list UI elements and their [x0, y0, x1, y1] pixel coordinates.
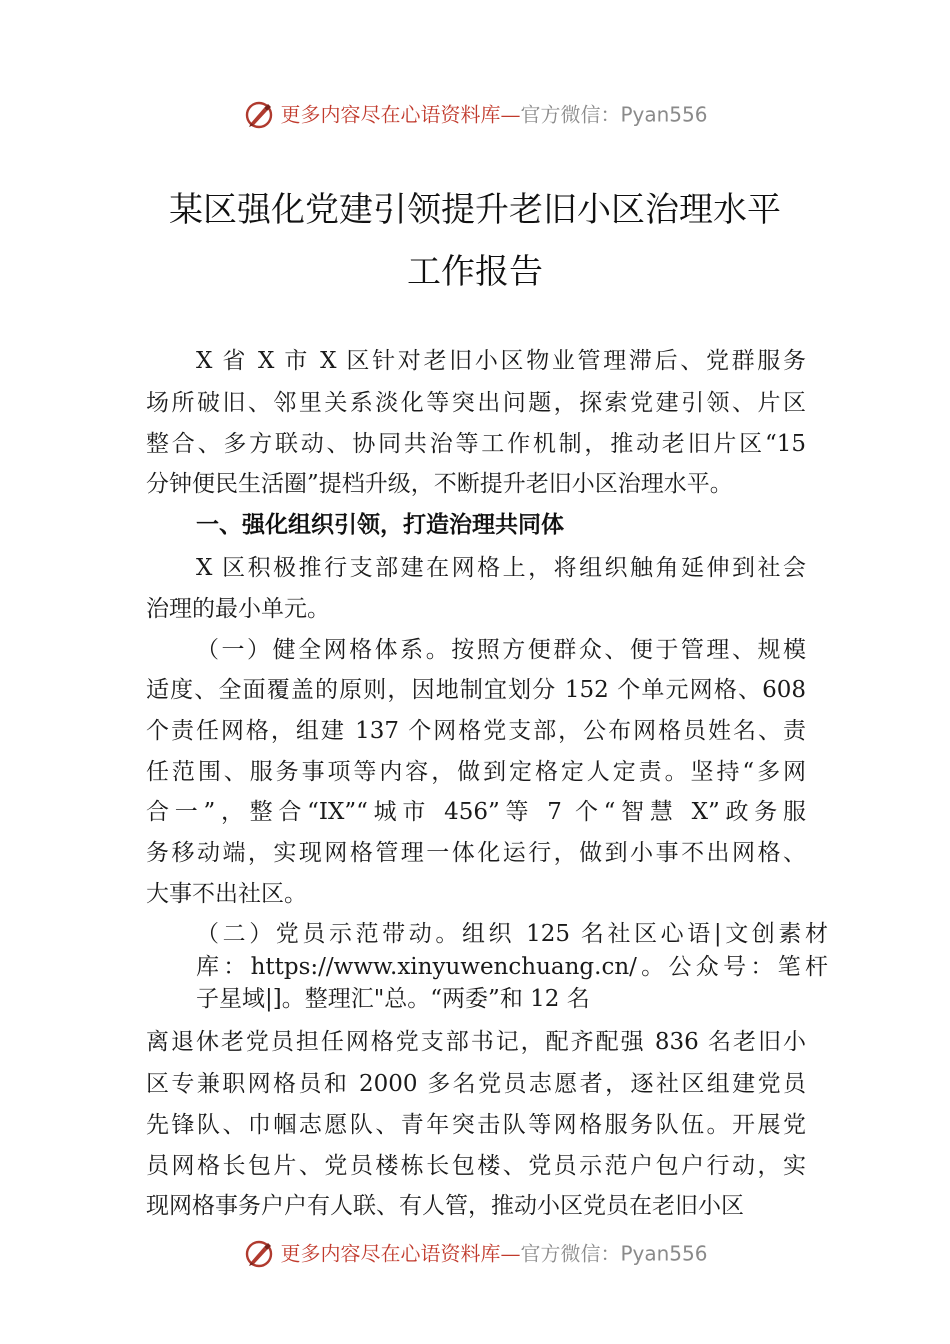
pen-logo-icon: [242, 100, 276, 130]
sub1-line: 合一”，整合“IX”“城市 456”等 7 个“智慧 X”政务服: [146, 799, 806, 825]
intro-line: 分钟便民生活圈”提档升级，不断提升老旧小区治理水平。: [146, 471, 733, 497]
banner-contact: 官方微信：Pyan556: [520, 102, 708, 127]
sub2-line: 员网格长包片、党员楼栋长包楼、党员示范户包户行动，实: [146, 1153, 806, 1179]
intro-line: X 省 X 市 X 区针对老旧小区物业管理滞后、党群服务: [196, 348, 806, 374]
sub2-head-line: 库：https://www.xinyuwenchuang.cn/。公众号：笔杆: [196, 954, 828, 980]
banner-text: 更多内容尽在心语资料库—: [280, 102, 521, 127]
banner-text: 更多内容尽在心语资料库—: [280, 1241, 521, 1266]
intro-line: 场所破旧、邻里关系淡化等突出问题，探索党建引领、片区: [146, 390, 806, 416]
sub1-line: 任范围、服务事项等内容，做到定格定人定责。坚持“多网: [146, 759, 806, 785]
sub2-head-line: 子星域|]。整理汇"总。“两委”和 12 名: [196, 986, 590, 1012]
sub2-line: 先锋队、巾帼志愿队、青年突击队等网格服务队伍。开展党: [146, 1112, 806, 1138]
sub2-line: 现网格事务户户有人联、有人管，推动小区党员在老旧小区: [146, 1193, 744, 1219]
sub1-line: 务移动端，实现网格管理一体化运行，做到小事不出网格、: [146, 840, 806, 866]
section-heading: 一、强化组织引领，打造治理共同体: [196, 512, 564, 538]
sub2-line: 离退休老党员担任网格党支部书记，配齐配强 836 名老旧小: [146, 1029, 806, 1055]
footer-banner: [0, 1237, 950, 1267]
sub2-head-line: （二）党员示范带动。组织 125 名社区心语|文创素材: [196, 921, 828, 947]
section-intro-line: X 区积极推行支部建在网格上，将组织触角延伸到社会: [196, 555, 806, 581]
header-banner: [0, 98, 950, 128]
sub1-line: （一）健全网格体系。按照方便群众、便于管理、规模: [196, 637, 806, 663]
sub1-line: 适度、全面覆盖的原则，因地制宜划分 152 个单元网格、608: [146, 677, 806, 703]
section-intro-line: 治理的最小单元。: [146, 596, 330, 622]
page-title: 某区强化党建引领提升老旧小区治理水平: [169, 190, 781, 230]
intro-line: 整合、多方联动、协同共治等工作机制，推动老旧片区“15: [146, 431, 806, 457]
pen-logo-icon: [242, 1239, 276, 1269]
sub1-line: 个责任网格，组建 137 个网格党支部，公布网格员姓名、责: [146, 718, 806, 744]
banner-contact: 官方微信：Pyan556: [520, 1241, 708, 1266]
page-title-line2: 工作报告: [407, 252, 543, 292]
sub1-line: 大事不出社区。: [146, 881, 307, 907]
sub2-line: 区专兼职网格员和 2000 多名党员志愿者，逐社区组建党员: [146, 1071, 806, 1097]
